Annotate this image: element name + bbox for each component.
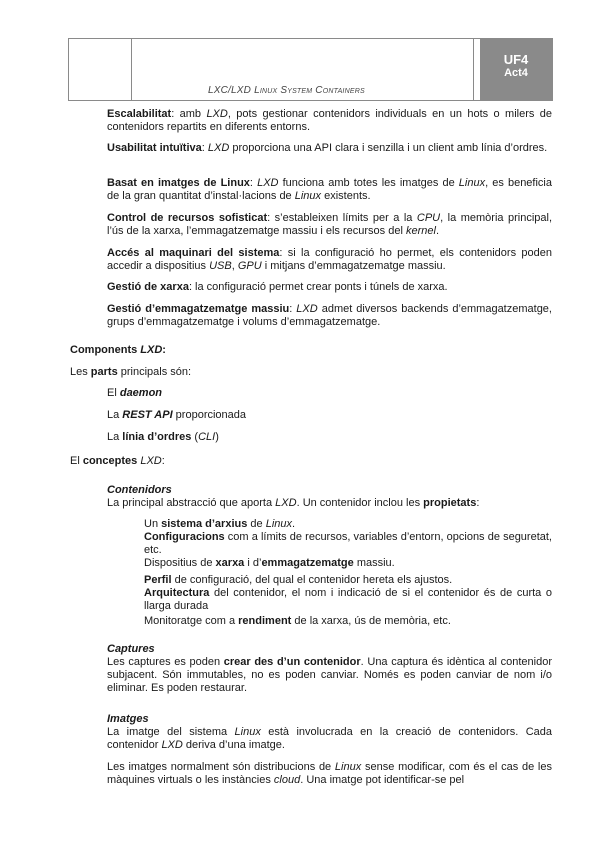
part-daemon: El daemon (107, 387, 163, 399)
header-blank-cell (69, 39, 132, 100)
images-text-1: La imatge del sistema Linux està involucrada en la creació de contenidors. Cada contenidor LXD deriva d’una imatge. (107, 726, 552, 751)
container-property-configurations: Configuracions com a límits de recursos, variables d’entorn, opcions de seguretat, etc. (144, 531, 552, 556)
section-heading-snapshots: Captures (107, 643, 155, 655)
part-cli: La línia d’ordres (CLI) (107, 431, 219, 443)
parts-intro: Les parts principals són: (70, 366, 192, 378)
section-heading-images: Imatges (107, 713, 149, 725)
container-property-profile: Perfil de configuració, del qual el contenidor hereta els ajustos. (144, 574, 453, 586)
header-title-cell (131, 39, 474, 100)
section-heading-containers: Contenidors (107, 484, 172, 496)
snapshots-text: Les captures es poden crear des d’un contenidor. Una captura és idèntica al contenidor subjacent. Són immutables, no es poden canviar. Només es poden canviar de nom i/o eliminar. Es poden restaurar. (107, 656, 552, 694)
feature-storage: Gestió d’emmagatzematge massiu: LXD admet diversos backends d’emmagatzematge, grups d’emmagatzematge i volums d’emmagatzematge. (107, 303, 552, 328)
container-property-filesystem: Un sistema d’arxius de Linux. (144, 518, 296, 530)
container-property-devices: Dispositius de xarxa i d’emmagatzematge massiu. (144, 557, 395, 569)
container-property-monitoring: Monitoratge com a rendiment de la xarxa, ús de memòria, etc. (144, 615, 451, 627)
container-property-architecture: Arquitectura del contenidor, el nom i indicació de si el contenidor és de curta o llarga durada (144, 587, 552, 612)
containers-intro: La principal abstracció que aporta LXD. Un contenidor inclou les propietats: (107, 497, 480, 509)
feature-linux-images: Basat en imatges de Linux: LXD funciona amb totes les imatges de Linux, es beneficia de la gran quantitat d’instal·lacions de Linux existents. (107, 177, 552, 202)
components-heading: Components LXD: (70, 344, 166, 356)
feature-usability: Usabilitat intuïtiva: LXD proporciona una API clara i senzilla i un client amb línia d’ordres. (107, 142, 548, 154)
images-text-2: Les imatges normalment són distribucions de Linux sense modificar, com és el cas de les màquines virtuals o les instàncies cloud. Una imatge pot identificar-se pel (107, 761, 552, 786)
activity-label: Act4 (504, 67, 528, 79)
feature-hardware-access: Accés al maquinari del sistema: si la configuració ho permet, els contenidors poden accedir a dispositius USB, GPU i mitjans d’emmagatzematge massiu. (107, 247, 552, 272)
feature-resource-control: Control de recursos sofisticat: s’estableixen límits per a la CPU, la memòria principal, l’ús de la xarxa, l’emmagatzematge massiu i els recursos del kernel. (107, 212, 552, 237)
unit-label: UF4 (503, 52, 529, 67)
feature-network: Gestió de xarxa: la configuració permet crear ponts i túnels de xarxa. (107, 281, 448, 293)
feature-scalability: Escalabilitat: amb LXD, pots gestionar contenidors individuals en un hots o milers de contenidors repartits en diferents entorns. (107, 108, 552, 133)
concepts-intro: El conceptes LXD: (70, 455, 165, 467)
unit-badge (480, 39, 552, 100)
page-header (68, 38, 553, 101)
part-rest-api: La REST API proporcionada (107, 409, 247, 421)
header-title: LXC/LXD Linux System Containers (208, 85, 365, 96)
